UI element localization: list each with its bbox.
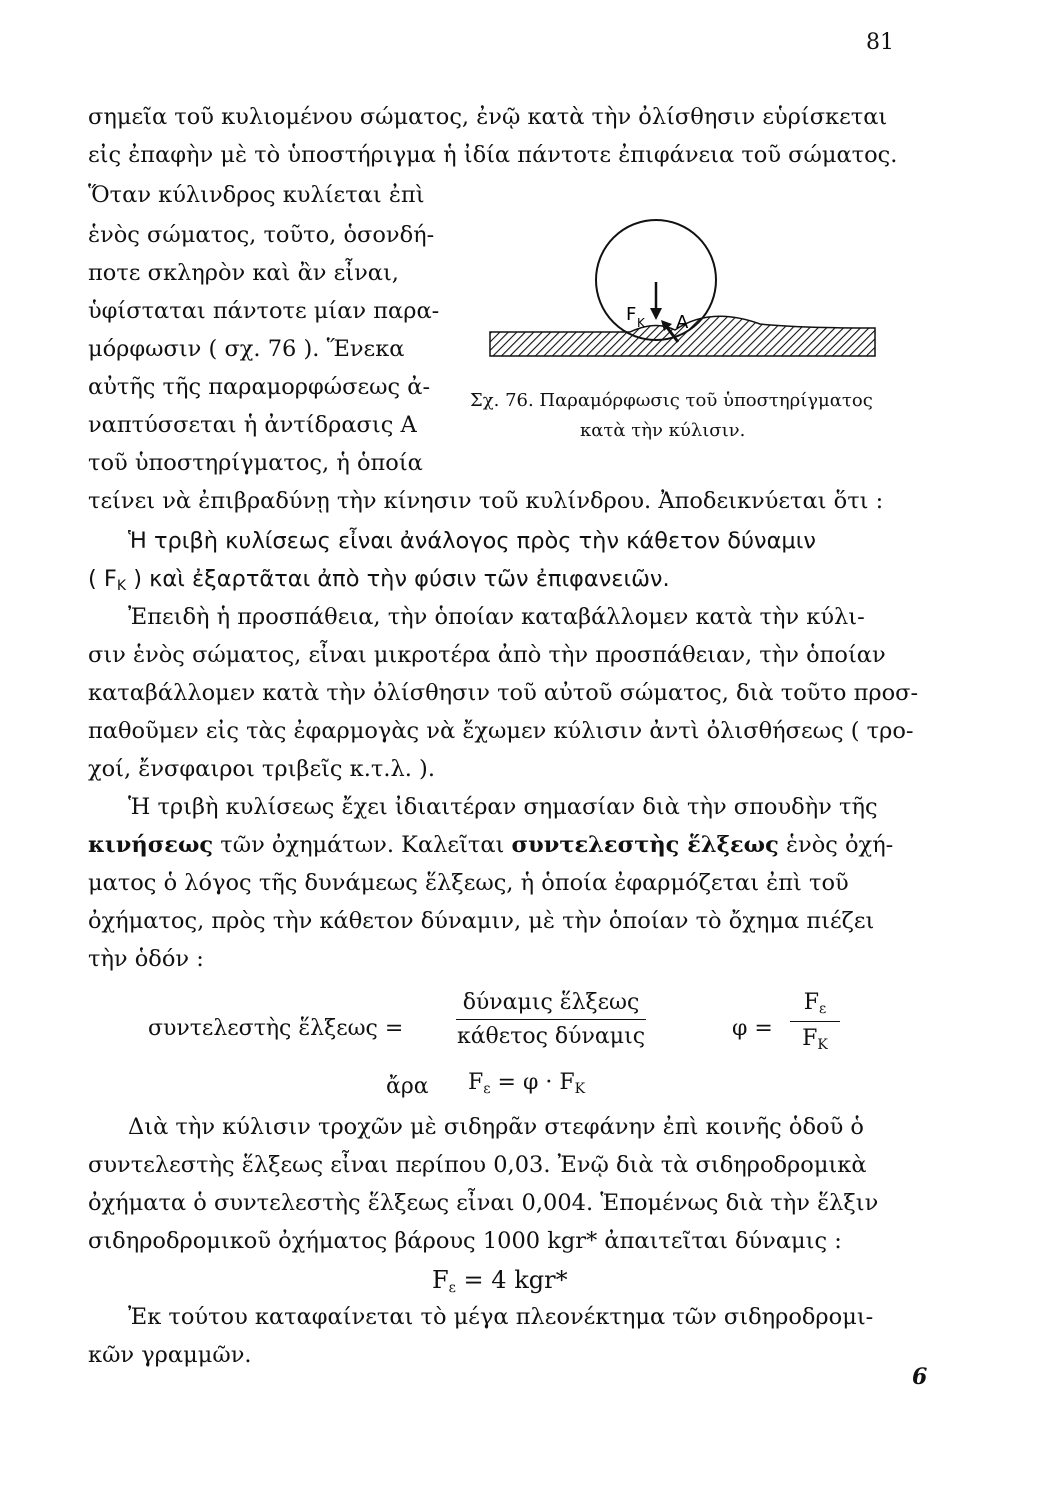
text-line: τείνει νὰ ἐπιβραδύνῃ τὴν κίνησιν τοῦ κυλίνδρου. Ἀποδεικνύεται ὅτι :	[88, 488, 884, 514]
text-line: μόρφωσιν ( σχ. 76 ). Ἕνεκα	[88, 336, 405, 362]
equation	[432, 1266, 568, 1296]
figure-caption: Σχ. 76. Παραμόρφωσις τοῦ ὑποστηρίγματος	[470, 390, 873, 411]
text-line: Διὰ τὴν κύλισιν τροχῶν μὲ σιδηρᾶν στεφάνην ἐπὶ κοινῆς ὁδοῦ ὁ	[128, 1114, 864, 1140]
text-line: ὑφίσταται πάντοτε μίαν παρα-	[88, 298, 440, 324]
fraction-numerator	[790, 990, 840, 1021]
symbol: = 4 kgr*	[455, 1266, 568, 1294]
text-line: αὐτῆς τῆς παραμορφώσεως ἀ-	[88, 374, 431, 400]
reaction-label: A	[676, 312, 689, 333]
text-fragment: ( F	[88, 566, 117, 592]
page-number: 81	[866, 30, 894, 55]
text-line: Ἐπειδὴ ἡ προσπάθεια, τὴν ὁποίαν καταβάλλομεν κατὰ τὴν κύλι-	[128, 604, 865, 630]
symbol: F	[468, 1070, 484, 1095]
symbol: F	[432, 1266, 449, 1294]
text-line: παθοῦμεν εἰς τὰς ἐφαρμογὰς νὰ ἔχωμεν κύλισιν ἀντὶ ὀλισθήσεως ( τρο-	[88, 718, 914, 744]
subscript: ε	[819, 1001, 827, 1017]
text-line: ὀχήματα ὁ συντελεστὴς ἕλξεως εἶναι 0,004. Ἑπομένως διὰ τὴν ἕλξιν	[88, 1190, 879, 1216]
text-line: Ἡ τριβὴ κυλίσεως εἶναι ἀνάλογος πρὸς τὴν κάθετον δύναμιν	[128, 528, 816, 554]
figure-caption: κατὰ τὴν κύλισιν.	[580, 420, 746, 441]
text-line: σιν ἑνὸς σώματος, εἶναι μικροτέρα ἀπὸ τὴν προσπάθειαν, τὴν ὁποίαν	[88, 642, 886, 668]
equation-fraction	[790, 990, 840, 1053]
fk-label-subscript: K	[637, 316, 645, 330]
bold-term: κινήσεως	[88, 832, 214, 858]
text-line: σημεῖα τοῦ κυλιομένου σώματος, ἐνῷ κατὰ τὴν ὀλίσθησιν εὑρίσκεται	[88, 104, 888, 130]
equation	[468, 1070, 585, 1097]
equation-lhs: φ =	[732, 1016, 773, 1041]
text-line: ποτε σκληρὸν καὶ ἂν εἶναι,	[88, 260, 399, 286]
subscript: K	[116, 578, 127, 594]
symbol: F	[802, 1026, 818, 1051]
text-line: τοῦ ὑποστηρίγματος, ἡ ὁποία	[88, 450, 423, 476]
fk-label: F	[626, 304, 637, 325]
text-line	[88, 834, 893, 857]
fraction-denominator	[790, 1021, 840, 1053]
subscript: ε	[483, 1081, 491, 1097]
text-line: χοί, ἔνσφαιροι τριβεῖς κ.τ.λ. ).	[88, 756, 435, 782]
text-line: Ἡ τριβὴ κυλίσεως ἔχει ἰδιαιτέραν σημασίαν διὰ τὴν σπουδὴν τῆς	[128, 794, 878, 820]
text-fragment: ἑνὸς ὀχή-	[778, 832, 894, 858]
text-line: συντελεστὴς ἕλξεως εἶναι περίπου 0,03. Ἐνῷ διὰ τὰ σιδηροδρομικὰ	[88, 1152, 867, 1178]
subscript: K	[574, 1081, 586, 1097]
text-line: ματος ὁ λόγος τῆς δυνάμεως ἕλξεως, ἡ ὁποία ἐφαρμόζεται ἐπὶ τοῦ	[88, 870, 849, 896]
text-line: ναπτύσσεται ἡ ἀντίδρασις Α	[88, 412, 417, 438]
symbol: F	[803, 990, 819, 1015]
equation-lhs: συντελεστὴς ἕλξεως =	[148, 1016, 404, 1041]
text-line: καταβάλλομεν κατὰ τὴν ὀλίσθησιν τοῦ αὐτοῦ σώματος, διὰ τοῦτο προσ-	[88, 680, 919, 706]
fraction-denominator: κάθετος δύναμις	[456, 1019, 646, 1049]
text-line: εἰς ἐπαφὴν μὲ τὸ ὑποστήριγμα ἡ ἰδία πάντοτε ἐπιφάνεια τοῦ σώματος.	[88, 142, 898, 168]
equation-fraction	[456, 990, 646, 1049]
text-line: σιδηροδρομικοῦ ὀχήματος βάρους 1000 kgr* ἀπαιτεῖται δύναμις :	[88, 1228, 842, 1254]
text-fragment: ) καὶ ἐξαρτᾶται ἀπὸ τὴν φύσιν τῶν ἐπιφανειῶν.	[126, 566, 670, 592]
cylinder-circle	[596, 220, 716, 340]
text-line	[88, 568, 670, 593]
symbol: = φ · F	[490, 1070, 575, 1095]
signature-mark: 6	[912, 1364, 928, 1390]
text-fragment: τῶν ὀχημάτων. Καλεῖται	[213, 832, 512, 858]
text-line: τὴν ὁδόν :	[88, 946, 204, 972]
text-line: κῶν γραμμῶν.	[88, 1342, 252, 1368]
subscript: K	[817, 1037, 828, 1053]
fk-arrowhead	[650, 308, 662, 320]
text-line: ὀχήματος, πρὸς τὴν κάθετον δύναμιν, μὲ τὴν ὁποίαν τὸ ὄχημα πιέζει	[88, 908, 875, 934]
subscript: ε	[448, 1280, 456, 1296]
fraction-numerator: δύναμις ἕλξεως	[462, 990, 640, 1015]
text-line: Ὅταν κύλινδρος κυλίεται ἐπὶ	[88, 182, 425, 208]
equation-word: ἄρα	[386, 1074, 429, 1099]
text-line: ἑνὸς σώματος, τοῦτο, ὁσονδή-	[88, 222, 435, 248]
bold-term: συντελεστὴς ἕλξεως	[511, 832, 779, 858]
cylinder-deformation-figure	[470, 200, 890, 370]
text-line: Ἐκ τούτου καταφαίνεται τὸ μέγα πλεονέκτημα τῶν σιδηροδρομι-	[128, 1304, 874, 1330]
